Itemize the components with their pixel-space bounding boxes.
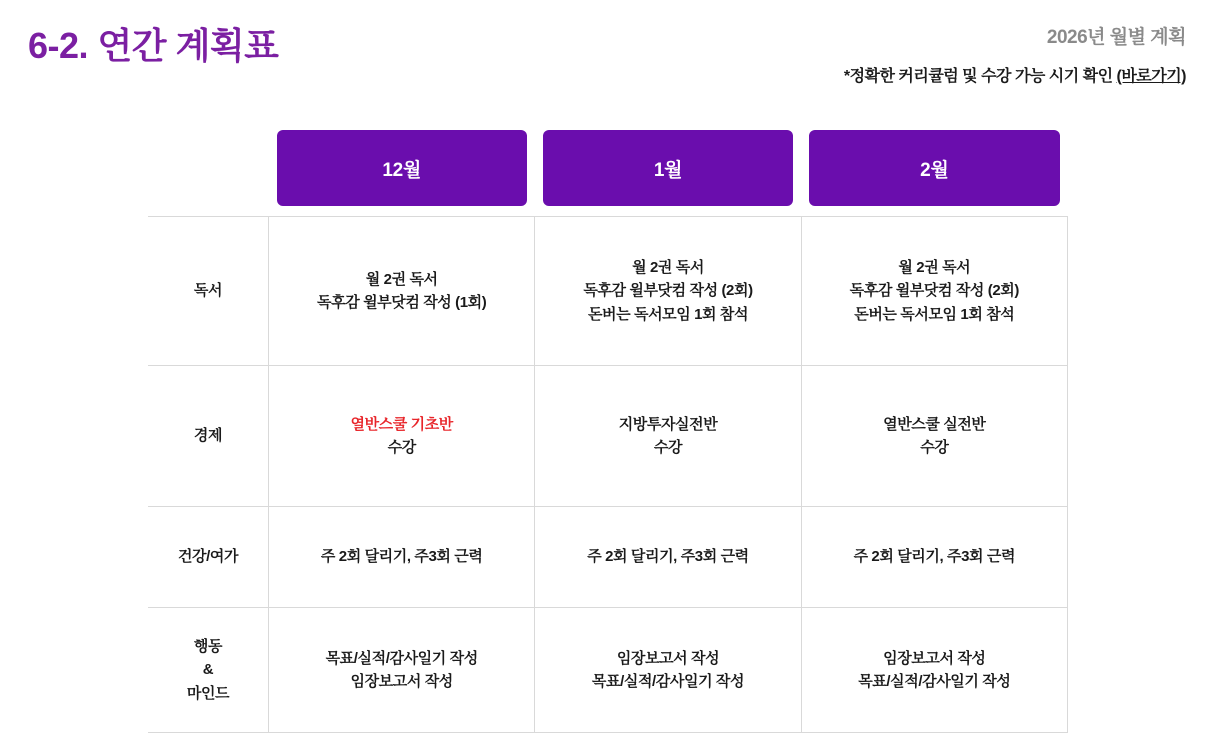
- table-corner-label: [156, 130, 261, 206]
- cell-reading-1: 월 2권 독서 독후감 윌부닷컴 작성 (2회) 돈버는 독서모임 1회 참석: [535, 217, 801, 366]
- table-row: [148, 366, 1068, 507]
- row-label-action-mind: 행동 & 마인드: [148, 608, 269, 733]
- cell-health-2: 주 2회 달리기, 주3회 근력: [801, 507, 1067, 608]
- month-label-2: 2월: [809, 130, 1059, 206]
- plan-period-label: 2026년 월별 계획: [1046, 27, 1186, 48]
- curriculum-link[interactable]: (바로가기): [1116, 68, 1186, 85]
- month-label-1: 1월: [543, 130, 793, 206]
- header-right-block: [844, 22, 1186, 86]
- cell-health-12: 주 2회 달리기, 주3회 근력: [269, 507, 535, 608]
- cell-economy-12: 열반스쿨 기초반 수강: [269, 366, 535, 507]
- row-label-health: 건강/여가: [148, 507, 269, 608]
- month-header-cell: [801, 130, 1067, 217]
- page-title: 6-2. 연간 계획표: [28, 25, 279, 66]
- table-row: [148, 608, 1068, 733]
- cell-economy-2: 열반스쿨 실전반 수강: [801, 366, 1067, 507]
- cell-economy-1: 지방투자실전반 수강: [535, 366, 801, 507]
- annual-plan-table: [148, 130, 1068, 733]
- table-row: [148, 507, 1068, 608]
- row-label-economy: 경제: [148, 366, 269, 507]
- cell-action-12: 목표/실적/감사일기 작성 임장보고서 작성: [269, 608, 535, 733]
- curriculum-note: [844, 63, 1186, 86]
- table-header-row: [148, 130, 1068, 217]
- cell-reading-2: 월 2권 독서 독후감 윌부닷컴 작성 (2회) 돈버는 독서모임 1회 참석: [801, 217, 1067, 366]
- month-header-cell: [269, 130, 535, 217]
- table-row: [148, 217, 1068, 366]
- cell-health-1: 주 2회 달리기, 주3회 근력: [535, 507, 801, 608]
- table-corner-cell: [148, 130, 269, 217]
- row-label-reading: 독서: [148, 217, 269, 366]
- cell-action-1: 임장보고서 작성 목표/실적/감사일기 작성: [535, 608, 801, 733]
- month-header-cell: [535, 130, 801, 217]
- cell-reading-12: 월 2권 독서 독후감 윌부닷컴 작성 (1회): [269, 217, 535, 366]
- curriculum-note-text: *정확한 커리큘럼 및 수강 가능 시기 확인: [843, 68, 1117, 85]
- month-label-0: 12월: [277, 130, 527, 206]
- cell-action-2: 임장보고서 작성 목표/실적/감사일기 작성: [801, 608, 1067, 733]
